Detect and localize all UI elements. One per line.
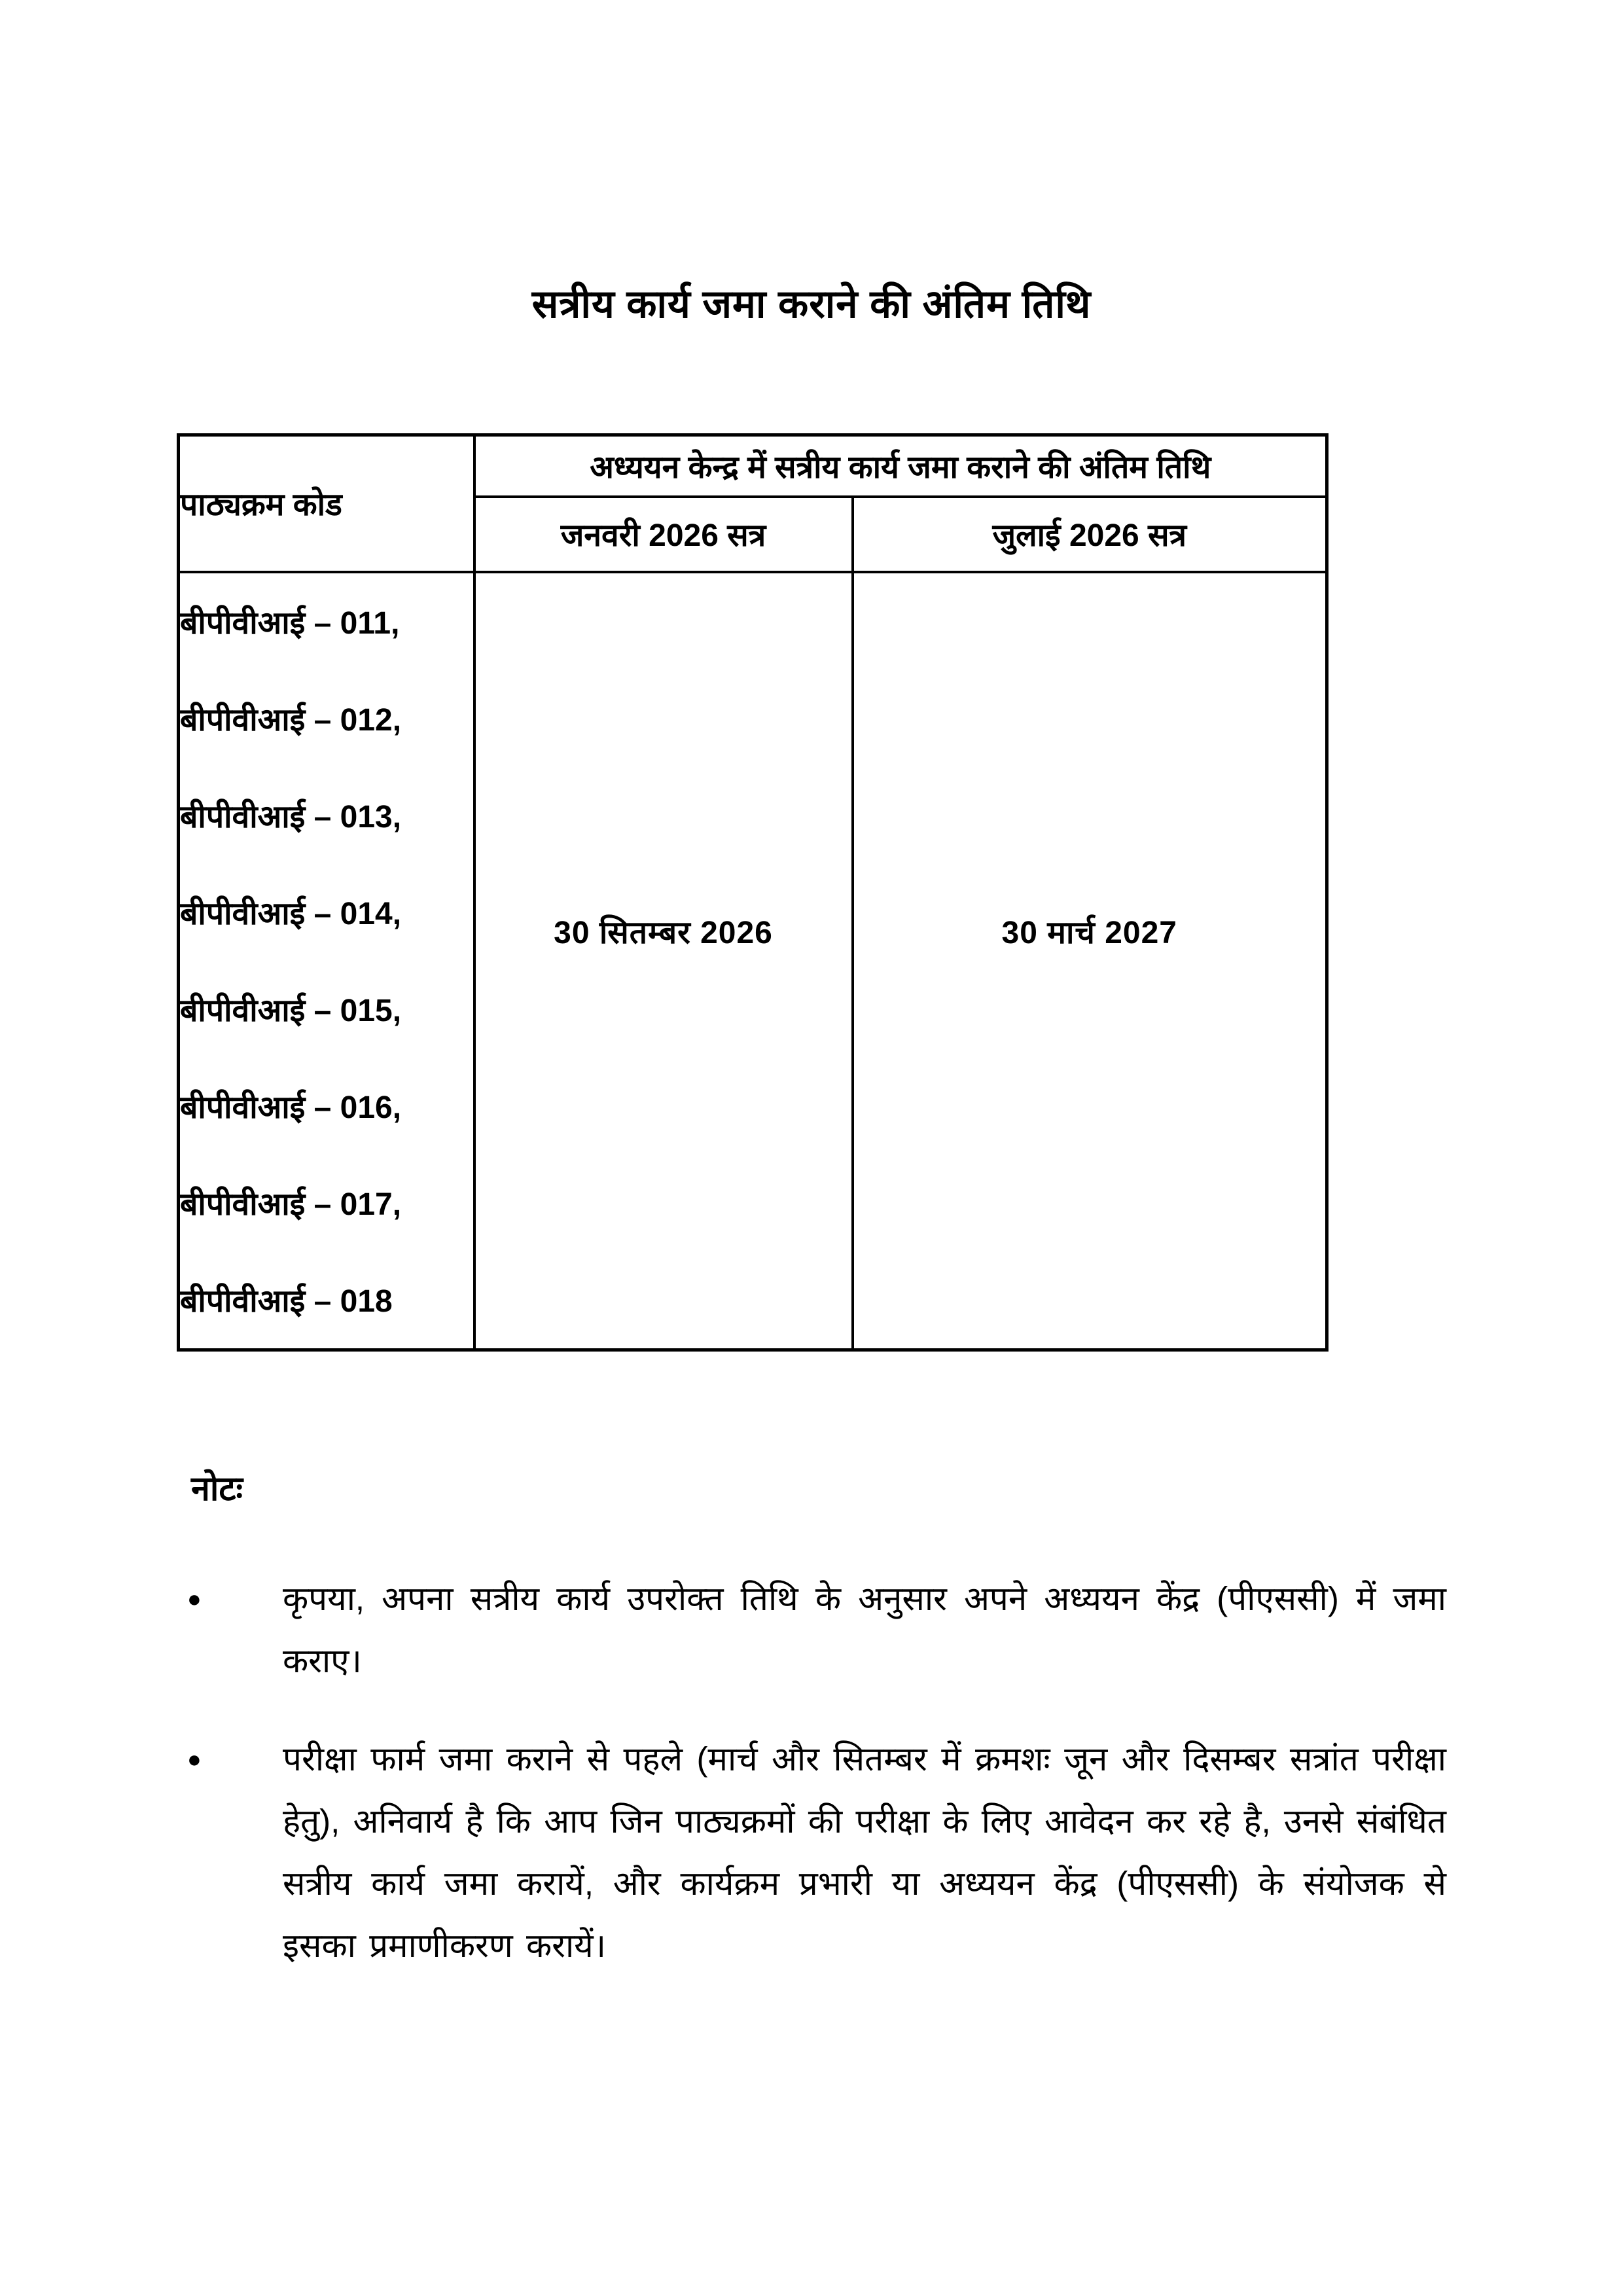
course-code: बीपीवीआई – 013, (180, 799, 402, 834)
deadline-date-jan-session: 30 सितम्बर 2026 (554, 915, 773, 950)
session-jul-2026-header-cell: जुलाई 2026 सत्र (853, 497, 1327, 572)
course-code: बीपीवीआई – 011, (180, 605, 400, 641)
deadline-date-jul-session: 30 मार्च 2027 (1001, 915, 1177, 950)
session-jan-2026-header-cell: जनवरी 2026 सत्र (474, 497, 853, 572)
course-code: बीपीवीआई – 016, (180, 1090, 402, 1125)
notes-section (177, 1466, 1446, 2013)
course-code: बीपीवीआई – 012, (180, 702, 402, 738)
course-code: बीपीवीआई – 017, (180, 1187, 402, 1222)
note-item (177, 1728, 1446, 1977)
bullet-icon: ● (187, 1585, 202, 1612)
submission-deadline-header-cell: अध्ययन केन्द्र में सत्रीय कार्य जमा कराने की अंतिम तिथि (474, 435, 1327, 497)
deadline-jul-cell (853, 572, 1327, 1350)
deadline-table (177, 433, 1329, 1352)
deadline-jan-cell (474, 572, 853, 1350)
bullet-icon: ● (187, 1746, 202, 1772)
note-text: कृपया, अपना सत्रीय कार्य उपरोक्त तिथि के अनुसार अपने अध्ययन केंद्र (पीएससी) में जमा कराए। (283, 1580, 1446, 1679)
page-title: सत्रीय कार्य जमा कराने की अंतिम तिथि (531, 282, 1092, 326)
course-code-header-cell: पाठ्यक्रम कोड (179, 435, 474, 573)
course-code: बीपीवीआई – 015, (180, 993, 402, 1028)
header-row-1 (179, 435, 1327, 497)
body-row (179, 572, 1327, 1350)
course-codes-cell (179, 572, 474, 1350)
notes-heading: नोटः (191, 1470, 243, 1508)
course-code: बीपीवीआई – 018 (180, 1283, 393, 1319)
note-item (177, 1568, 1446, 1692)
note-text: परीक्षा फार्म जमा कराने से पहले (मार्च और सितम्बर में क्रमशः जून और दिसम्बर सत्रांत परीक्षा हेतु), अनिवार्य है कि आप जिन पाठ्यक्रमों की परीक्षा के लिए आवेदन कर रहे है, उनसे संबंधित सत्रीय कार्य जमा करायें, और कार्यक्रम प्रभारी या अध्ययन केंद्र (पीएससी) के संयोजक से इसका प्रमाणीकरण करायें। (283, 1740, 1446, 1964)
course-code: बीपीवीआई – 014, (180, 896, 402, 931)
